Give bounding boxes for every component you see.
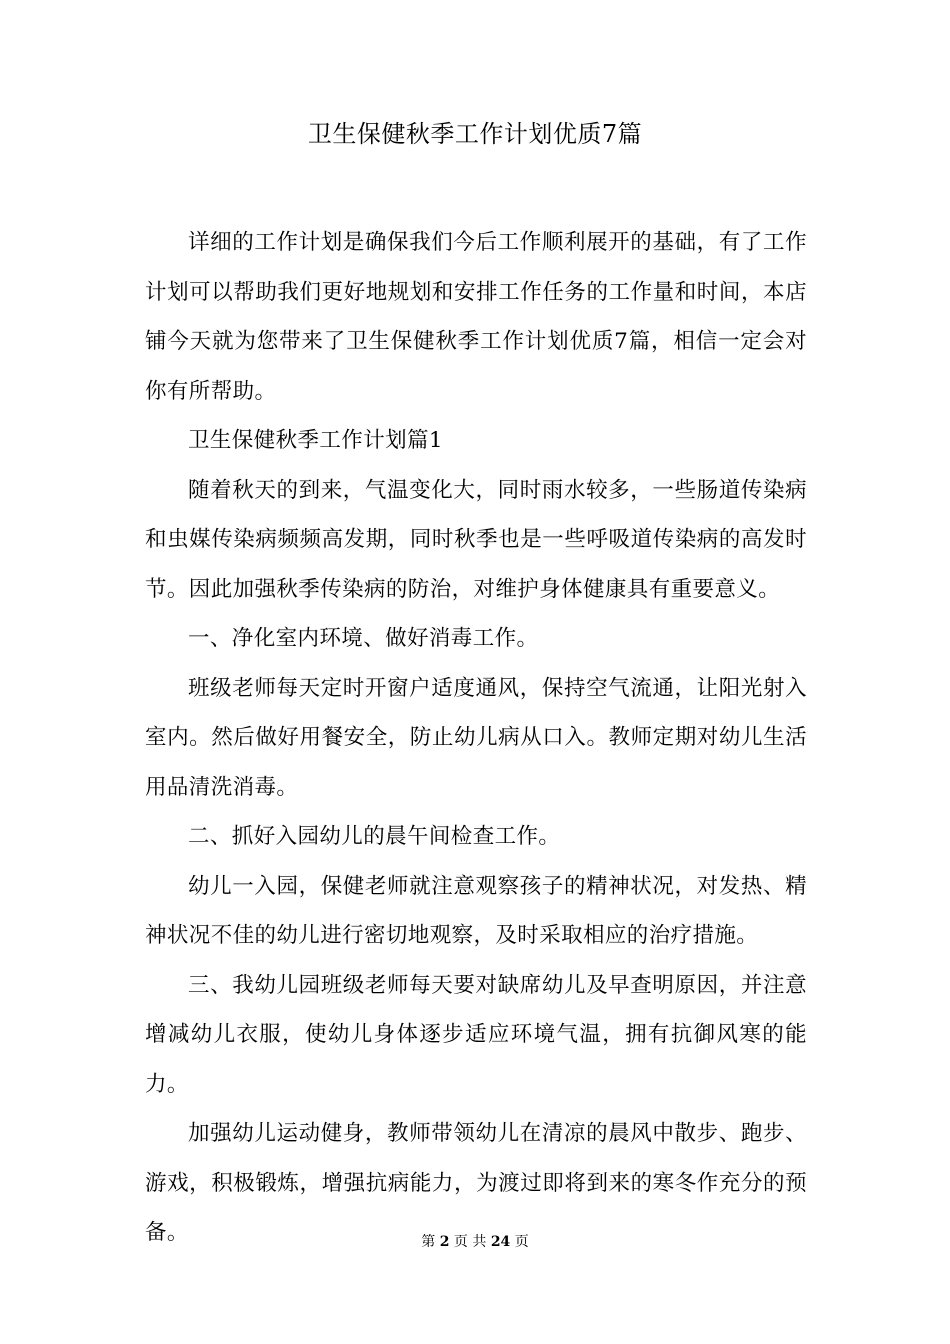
body-paragraph: 随着秋天的到来，气温变化大，同时雨水较多，一些肠道传染病和虫媒传染病频频高发期，同时秋季也是一些呼吸道传染病的高发时节。因此加强秋季传染病的防治，对维护身体健康具有重要意义。	[145, 477, 807, 602]
footer-prefix: 第	[421, 1234, 436, 1250]
footer-middle: 页 共	[453, 1234, 487, 1250]
item-heading-3: 三、我幼儿园班级老师每天要对缺席幼儿及早查明原因，并注意增减幼儿衣服，使幼儿身体逐步适应环境气温，拥有抗御风寒的能力。	[145, 972, 807, 1097]
section-heading-plan-1: 卫生保健秋季工作计划篇1	[188, 428, 443, 453]
footer-total-pages: 24	[490, 1234, 511, 1250]
page-footer	[0, 1232, 950, 1252]
footer-suffix: 页	[514, 1234, 529, 1250]
body-paragraph: 班级老师每天定时开窗户适度通风，保持空气流通，让阳光射入室内。然后做好用餐安全，防止幼儿病从口入。教师定期对幼儿生活用品清洗消毒。	[145, 675, 807, 800]
document-body	[145, 218, 807, 1258]
item-heading-2: 二、抓好入园幼儿的晨午间检查工作。	[188, 824, 561, 849]
footer-page-number: 2	[439, 1234, 450, 1250]
intro-paragraph: 详细的工作计划是确保我们今后工作顺利展开的基础，有了工作计划可以帮助我们更好地规划和安排工作任务的工作量和时间，本店铺今天就为您带来了卫生保健秋季工作计划优质7篇，相信一定会对你有所帮助。	[145, 230, 807, 404]
body-paragraph: 幼儿一入园，保健老师就注意观察孩子的精神状况，对发热、精神状况不佳的幼儿进行密切地观察，及时采取相应的治疗措施。	[145, 873, 807, 948]
item-heading-1: 一、净化室内环境、做好消毒工作。	[188, 626, 539, 651]
document-title: 卫生保健秋季工作计划优质7篇	[307, 120, 643, 148]
body-paragraph: 加强幼儿运动健身，教师带领幼儿在清凉的晨风中散步、跑步、游戏，积极锻炼，增强抗病能力，为渡过即将到来的寒冬作充分的预备。	[145, 1121, 807, 1245]
